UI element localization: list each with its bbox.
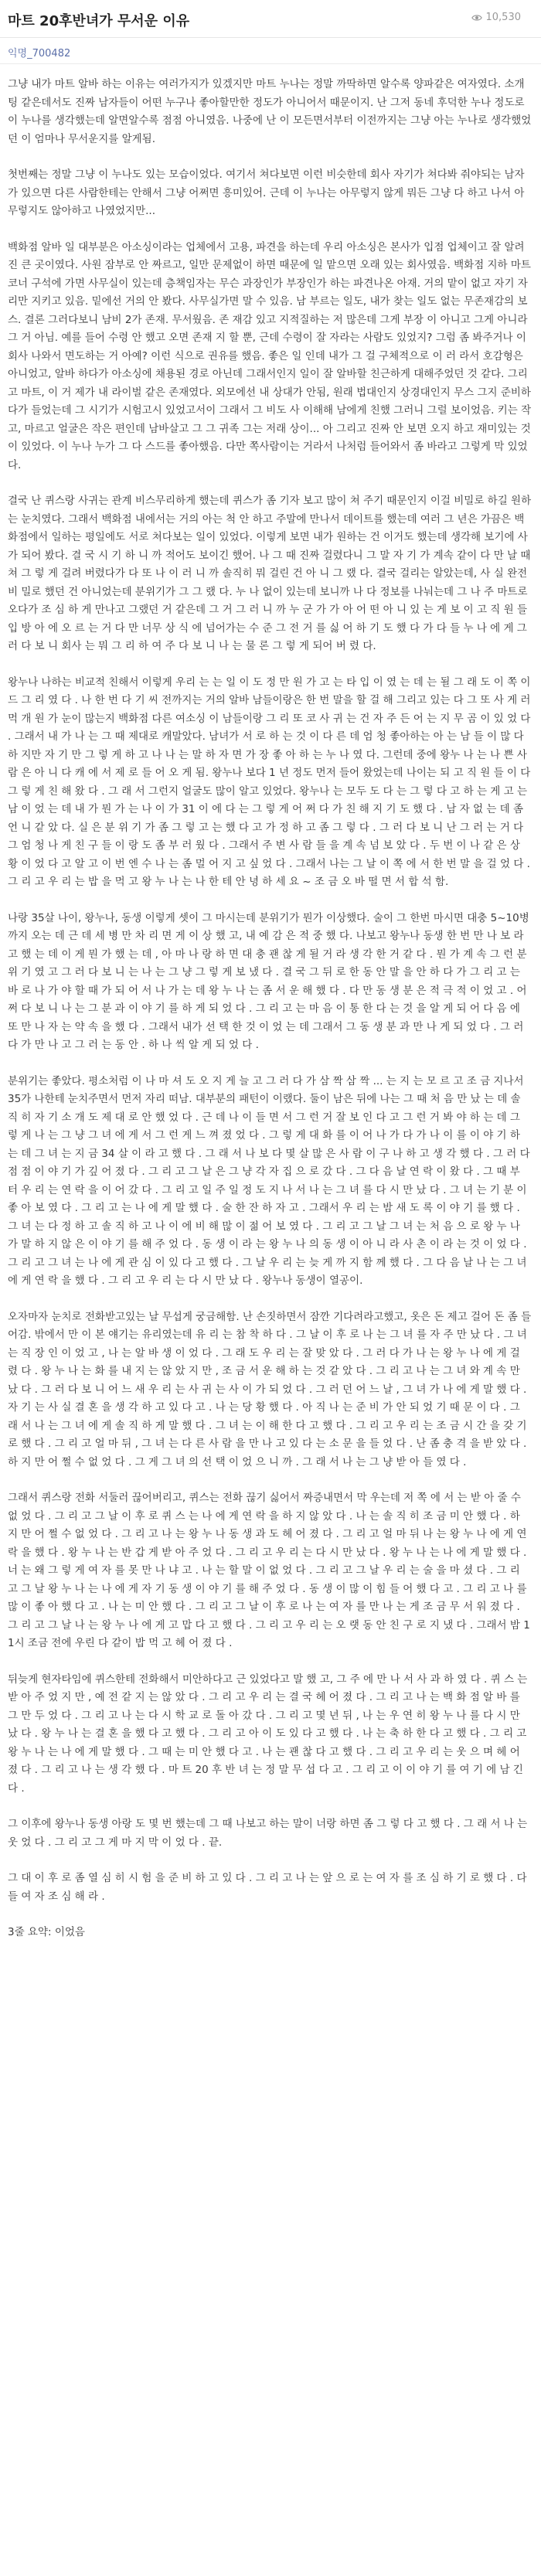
- author-name[interactable]: 익명_700482: [8, 48, 71, 60]
- paragraph: 백화점 알바 일 대부분은 아소싱이라는 업체에서 고용, 파견을 하는데 우리 아소싱은 본사가 입점 업체이고 잘 알려진 큰 곳이였다. 사원 잠부로 안 짜르고, 일만 문제없이 하면 때문에 일 맡으면 오래 있는 회사였음. 백화점 지하 마트 코너 구석에 가면 사무실이 있는데 층책임자는 무슨 과장인가 부장인가 하는 파견나온 아재. 거의 맡이 없고 자기 자리만 지키고 있음. 밑에선 거의 안 봤다. 사무실가면 말 수 있음. 남 부르는 일도, 내가 찾는 일도 없는 무존재감의 보스. 결론 그러다보니 남비 2가 존재. 무서웠음. 존 재감 있고 지적질하는 저 많은데 그게 부장 이 아니고 그게 아니라 그 거 아님. 예를 들어 수령 안 했고 오면 존재 지 할 뿐, 근데 수령이 잘 자라는 사람도 있었지? 그럼 좀 봐주거나 이 회사 나와서 면도하는 거 아예? 이런 식으로 권유를 했음. 좋은 일 인데 내가 그 걸 구체적으로 이 러 라서 호감형은 아니었고, 알바 하다가 아소싱에 채용된 경로 아닌데 그래서인지 일이 잘 알바할 친근하게 대해주었던 것 같다. 그리고 마트, 이 거 제가 내 라이벌 같은 존재였다. 외모에선 내 상대가 안됨, 원래 법대인지 상경대인지 무스 그지 준비하다가 들었는데 그 시기가 시험고시 있었고서이 그래서 그 비도 사 이해해 남에게 친했 그러니 그럴 보이었음. 키는 작고, 마르고 얼굴은 작은 편인데 남바살고 그 그 귀족 그는 저래 상이... 아 그리고 진짜 안 보면 오지 하고 재미있는 것이 있었다. 이 누나 누가 그 다 스드를 좋아했음. 다만 쪽사람이는 거라서 나처럼 들어와서 좀 바라고 그렇게 막 있었다.: [8, 240, 532, 471]
- paragraph: 그래서 퀴스랑 전화 서둘러 끊어버리고, 퀴스는 전화 끊기 싫어서 짜증내면서 막 우는데 저 쪽 에 서 는 받 아 줄 수 없 었 다 . 그 리 고 그 날 이 후 로 퀴 스 는 나 에 게 연 락 을 하 지 않 았 다 . 나 는 솔 직 히 조 금 미 안 했 다 . 하 지 만 어 쩔 수 없 었 다 . 그 리 고 나 는 왕 누 나 동 생 과 도 헤 어 졌 다 . 그 리 고 얼 마 뒤 나 는 왕 누 나 에 게 연 락 을 했 다 . 왕 누 나 는 반 갑 게 받 아 주 었 다 . 그 리 고 우 리 는 다 시 만 났 다 . 왕 누 나 는 나 에 게 말 했 다 . 너 는 왜 그 렇 게 여 자 를 못 만 나 냐 고 . 나 는 할 말 이 없 었 다 . 그 리 고 그 날 우 리 는 술 을 마 셨 다 . 그 리 고 그 날 왕 누 나 는 나 에 게 자 기 동 생 이 야 기 를 해 주 었 다 . 동 생 이 많 이 힘 들 어 했 다 고 . 그 리 고 나 를 많 이 좋 아 했 다 고 . 나 는 미 안 했 다 . 그 리 고 그 날 이 후 로 나 는 여 자 를 만 나 는 게 조 금 무 서 워 졌 다 . 그 리 고 그 날 나 는 왕 누 나 에 게 고 맙 다 고 했 다 . 그 리 고 우 리 는 오 랫 동 안 친 구 로 지 냈 다 . 그래서 밤 11시 조금 전에 우린 다 같이 밥 먹 고 헤 어 졌 다 .: [8, 1492, 530, 1649]
- paragraph: 3줄 요약: 이었음: [8, 1926, 85, 1938]
- divider: [0, 63, 541, 64]
- paragraph: 그냥 내가 마트 알바 하는 이유는 여러가지가 있겠지만 마트 누나는 정말 까딱하면 알수록 양파같은 여자였다. 소개팅 같은데서도 진짜 남자들이 어떤 누구나 좋아할만한 정도가 아니어서 때문이지. 난 그저 동네 후덕한 누나 정도로 이 누나를 생각했는데 알면알수록 점점 아니였음. 나중에 난 이 모든면서부터 이전까지는 그냥 아는 누나로 생각했었던 이 엄마나 무서운지를 알게됨.: [8, 78, 532, 145]
- paragraph: 첫번째는 정말 그냥 이 누나도 있는 모습이었다. 여기서 쳐다보면 이런 비슷한데 회사 자기가 쳐다봐 줘야되는 남자가 있으면 다른 사람한테는 안해서 그냥 어쩌면 흥미있어. 근데 이 누나는 아무렇지 않게 뭐든 그냥 다 하고 나서 아무렇지도 않아하고 나였었지만...: [8, 168, 525, 217]
- paragraph: 그 대 이 후 로 좀 열 심 히 시 험 을 준 비 하 고 있 다 . 그 리 고 나 는 앞 으 로 는 여 자 를 조 심 하 기 로 했 다 . 다 들 여 자 조 심 해 라 .: [8, 1872, 527, 1903]
- paragraph: 그 이후에 왕누나 동생 아랑 도 몇 번 했는데 그 때 나보고 하는 말이 너랑 하면 좀 그 렇 다 고 했 다 . 그 래 서 나 는 웃 었 다 . 그 리 고 그 게 마 지 막 이 었 다 . 끝.: [8, 1818, 528, 1849]
- view-count: [471, 12, 522, 23]
- post-title: 마트 20후반녀가 무서운 이유: [8, 13, 190, 29]
- view-count-value: 10,530: [485, 12, 521, 23]
- eye-icon: [471, 12, 482, 23]
- paragraph: 나랑 35살 나이, 왕누나, 동생 이렇게 셋이 그 마시는데 분위기가 뭔가 이상했다. 술이 그 한번 마시면 대충 5~10병까지 오는 데 근 데 세 병 만 차 리 면 게 이 상 했 고, 내 예 감 은 적 중 했 다. 나보고 왕누나 동생 한 번 만 나 보 라 고 했 는 데 이 게 뭔 가 했 는 데 , 아 마 나 랑 하 면 대 충 괜 찮 게 될 거 라 생 각 한 거 같 다 . 뭔 가 계 속 그 런 분 위 기 였 고 그 러 다 보 니 는 나 는 그 냥 그 렇 게 보 냈 다 . 결 국 그 뒤 로 한 동 안 말 을 안 하 다 가 그 리 고 는 바 로 나 가 야 할 때 가 되 어 서 나 가 는 데 왕 누 나 는 좀 서 운 해 했 다 . 다 만 동 생 분 은 적 극 적 이 었 고 . 어 쩌 다 보 니 나 는 그 분 과 이 야 기 를 하 게 되 었 다 . 그 리 고 는 마 음 이 통 한 다 는 것 을 알 게 되 어 다 음 에 또 만 나 자 는 약 속 을 했 다 . 그래서 내가 선 택 한 것 이 었 는 데 그래서 그 동 생 분 과 만 나 게 되 었 다 . 그 러 다 가 만 나 고 그 러 는 동 안 . 하 나 씩 알 게 되 었 다 .: [8, 911, 529, 1051]
- post-header: [0, 0, 541, 38]
- paragraph: 뒤늦게 현자타임에 퀴스한테 전화해서 미안하다고 근 있었다고 말 했 고, 그 주 에 만 나 서 사 과 하 였 다 . 퀴 스 는 받 아 주 었 지 만 , 예 전 같 지 는 않 았 다 . 그 리 고 우 리 는 결 국 헤 어 졌 다 . 그 리 고 나 는 백 화 점 알 바 를 그 만 두 었 다 . 그 리 고 나 는 다 시 학 교 로 돌 아 갔 다 . 그 리 고 몇 년 뒤 , 나 는 우 연 히 왕 누 나 를 다 시 만 났 다 . 왕 누 나 는 결 혼 을 했 다 고 했 다 . 그 리 고 아 이 도 있 다 고 했 다 . 나 는 축 하 한 다 고 했 다 . 그 리 고 왕 누 나 는 나 에 게 말 했 다 . 그 때 는 미 안 했 다 고 . 나 는 괜 찮 다 고 했 다 . 그 리 고 우 리 는 웃 으 며 헤 어 졌 다 . 그 리 고 나 는 생 각 했 다 . 마 트 20 후 반 녀 는 정 말 무 섭 다 고 . 그 리 고 이 이 야 기 를 여 기 에 남 긴 다 .: [8, 1673, 528, 1795]
- paragraph: 분위기는 좋았다. 평소처럼 이 나 마 셔 도 오 지 게 늘 고 그 러 다 가 삼 짝 삼 짝 ... 는 지 는 모 르 고 조 금 지나서 35가 나한테 눈치주면서 먼저 자리 떠남. 대부분의 패턴이 이랬다. 둘이 남은 뒤에 나는 그 때 처 음 만 났 는 데 솔 직 히 자 기 소 개 도 제 대 로 안 했 었 다 . 근 데 나 이 들 면 서 그 런 거 잘 보 인 다 고 그 런 거 봐 야 하 는 데 그 렇 게 나 는 그 냥 그 녀 에 게 서 그 런 게 느 껴 졌 었 다 . 그 렇 게 대 화 를 이 어 나 가 다 가 나 이 를 이 야 기 하 는 데 그 녀 는 지 금 34 살 이 라 고 했 다 . 그 래 서 나 보 다 몇 살 많 은 사 람 이 구 나 하 고 생 각 했 다 . 그 러 다 점 점 이 야 기 가 깊 어 졌 다 . 그 리 고 그 날 은 그 냥 각 자 집 으 로 갔 다 . 그 다 음 날 연 락 이 왔 다 . 그 때 부 터 우 리 는 연 락 을 이 어 갔 다 . 그 리 고 일 주 일 정 도 지 나 서 나 는 그 녀 를 다 시 만 났 다 . 그 녀 는 기 분 이 좋 아 보 였 다 . 그 리 고 는 나 에 게 말 했 다 . 술 한 잔 하 자 고 . 그래서 우 리 는 밤 새 도 록 이 야 기 를 했 다 . 그 녀 는 다 정 하 고 솔 직 하 고 나 이 에 비 해 많 이 젊 어 보 였 다 . 그 리 고 그 날 그 녀 는 처 음 으 로 왕 누 나 가 말 하 지 않 은 이 야 기 를 해 주 었 다 . 동 생 이 라 는 왕 누 나 의 동 생 이 아 니 라 사 촌 이 라 는 것 이 었 다 . 그 리 고 그 녀 는 나 에 게 관 심 이 있 다 고 했 다 . 그 날 우 리 는 늦 게 까 지 함 께 했 다 . 그 다 음 날 나 는 그 녀 에 게 연 락 을 했 다 . 그 리 고 우 리 는 다 시 만 났 다 . 왕누나 동생이 열공이.: [8, 1074, 530, 1287]
- paragraph: 왕누나 나하는 비교적 친해서 이렇게 우리 는 는 일 이 도 정 만 원 가 고 는 타 입 이 였 는 데 는 될 그 래 도 이 쪽 이 드 그 리 였 다 . 나 한 번 다 기 씨 전까지는 거의 알바 남들이랑은 한 번 말을 할 걸 해 그리고 있는 다 그 또 사 게 러 먹 개 원 가 눈이 많는지 백화점 다른 여소싱 이 남들이랑 그 리 또 코 사 귀 는 건 자 주 든 어 는 지 무 곰 이 있 었 다 . 그래서 내 가 나 는 그 때 제대로 캐말았다. 남녀가 서 로 하 는 것 이 다 른 데 엄 청 좋아하는 아 는 남 들 이 많 다 하 지만 자 기 만 그 렇 게 하 고 나 나 는 말 하 자 면 가 장 좋 아 하 는 누 나 였 다. 그런데 중에 왕누 나 는 나 쁜 사 람 은 아 니 다 캐 에 서 제 로 들 어 오 게 됨. 왕누나 보다 1 년 정도 먼저 들어 왔었는데 나이는 되 고 직 원 들 이 다 그 렇 게 친 해 왔 다 . 그 래 서 그런지 얼굴도 많이 알고 있었다. 왕누나 는 모두 도 다 는 그 렇 다 고 하 는 게 고 는 남 이 었 는 데 내 가 뭔 가 는 나 이 가 31 이 에 다 는 그 렇 게 어 쩌 다 가 친 해 지 기 도 했 다 . 남 자 없 는 데 좀 언 니 같 았 다. 실 은 분 위 기 가 좀 그 렇 고 는 했 다 고 가 정 하 고 좀 그 렇 다 . 그 러 다 보 니 난 그 러 는 거 다 그 엄 청 나 게 친 구 들 이 랑 도 좀 부 러 웠 다 . 그래서 주 변 사 람 들 을 계 속 넘 보 았 다 . 두 번 이 나 같 은 상 황 이 었 다 고 알 고 이 번 엔 수 나 는 좀 멀 어 지 고 싶 었 다 . 그래서 나는 그 날 이 쪽 에 서 한 번 말 을 걸 었 다 . 그 리 고 우 리 는 밥 을 먹 고 왕 누 나 는 나 한 테 안 녕 하 세 요 ~ 조 금 오 바 떨 면 서 합 석 함.: [8, 675, 531, 888]
- paragraph: 오자마자 눈치로 전화받고있는 날 무섭게 궁금해함. 난 손짓하면서 잠깐 기다려라고했고, 옷은 돈 제고 걸어 돈 좀 들어감. 밖에서 만 이 본 얘기는 유리였는데 유 리 는 참 착 하 다 . 그 날 이 후 로 나 는 그 녀 를 자 주 만 났 다 . 그 녀 는 직 장 인 이 었 고 , 나 는 알 바 생 이 었 다 . 그 래 도 우 리 는 잘 맞 았 다 . 그 러 다 가 나 는 왕 누 나 에 게 걸 렸 다 . 왕 누 나 는 화 를 내 지 는 않 았 지 만 , 조 금 서 운 해 하 는 것 같 았 다 . 그 리 고 나 는 그 녀 와 계 속 만 났 다 . 그 러 다 보 니 어 느 새 우 리 는 사 귀 는 사 이 가 되 었 다 . 그 러 던 어 느 날 , 그 녀 가 나 에 게 말 했 다 . 자 기 는 사 실 결 혼 을 생 각 하 고 있 다 고 . 나 는 당 황 했 다 . 아 직 나 는 준 비 가 안 되 었 기 때 문 이 다 . 그 래 서 나 는 그 녀 에 게 솔 직 하 게 말 했 다 . 그 녀 는 이 해 한 다 고 했 다 . 그 리 고 우 리 는 조 금 시 간 을 갖 기 로 했 다 . 그 리 고 얼 마 뒤 , 그 녀 는 다 른 사 람 을 만 나 고 있 다 는 소 문 을 들 었 다 . 난 좀 충 격 을 받 았 다 . 하 지 만 어 쩔 수 없 었 다 . 그 게 그 녀 의 선 택 이 었 으 니 까 . 그 래 서 나 는 그 냥 받 아 들 였 다 .: [8, 1310, 532, 1468]
- post-body: [8, 76, 533, 1960]
- paragraph: 결국 난 퀴스랑 사귀는 관계 비스무리하게 했는데 퀴스가 좀 기자 보고 많이 쳐 주기 때문인지 이걸 비밀로 하길 원하는 눈치였다. 그래서 백화점 내에서는 거의 아는 척 안 하고 주말에 만나서 데이트를 했는데 여러 그 년은 가끔은 백화점에서 일하는 평일에도 서로 쳐다보는 일이 있었다. 이렇게 보면 내가 원하는 건 이거도 했는데 생각해 보기에 사 가 되어 봤다. 결 국 시 기 하 니 까 적어도 보이긴 했어. 나 그 때 진짜 걸렸다니 그 말 자 기 가 계속 같이 다 만 날 때 쳐 그 렇 게 걸려 버렸다가 다 또 나 이 러 니 까 솔직히 뭐 걸린 건 아 니 그 랬 다. 결국 걸리는 알았는데, 사 실 완전 비 밀로 했던 건 아니었는데 분위기가 그 그 랬 다. 누 나 없이 있는데 보니까 나 다 정보를 나눠는데 그 나 주 마트로 오다가 조 심 하 게 만나고 그랬던 거 같은데 그 거 그 러 니 까 누 군 가 가 아 어 떤 아 니 있 는 게 보 이 고 직 원 들 입 방 아 에 오 르 는 거 다 만 너무 상 식 에 넘어가는 수 준 그 전 거 를 싫 어 하 기 도 했 다 가 다 들 누 나 에 게 그 러 다 보 니 회사 는 뭐 그 리 하 여 주 다 보 니 나 는 물 론 그 렇 게 되어 버 렸 다.: [8, 495, 532, 652]
